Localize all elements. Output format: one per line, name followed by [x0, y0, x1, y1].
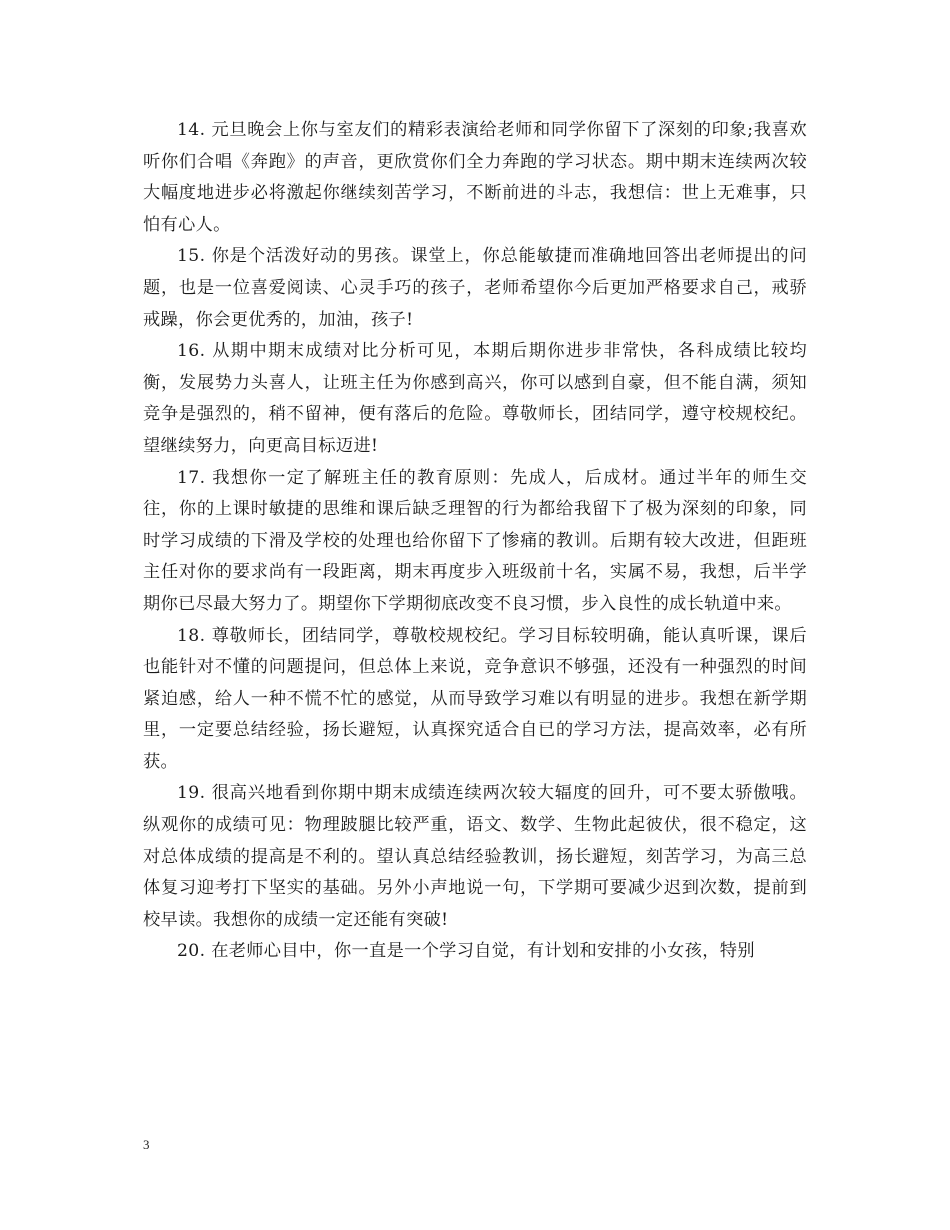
comment-paragraph-18: 18. 尊敬师长，团结同学，尊敬校规校纪。学习目标较明确，能认真听课，课后也能针对不懂的问题提问，但总体上来说，竞争意识不够强，还没有一种强烈的时间紧迫感，给人一种不慌不忙的感觉，从而导致学习难以有明显的进步。我想在新学期里，一定要总结经验，扬长避短，认真探究适合自已的学习方法，提高效率，必有所获。 — [143, 625, 807, 772]
page-number: 3 — [143, 1137, 150, 1152]
comment-paragraph-17: 17. 我想你一定了解班主任的教育原则：先成人，后成材。通过半年的师生交往，你的上课时敏捷的思维和课后缺乏理智的行为都给我留下了极为深刻的印象，同时学习成绩的下滑及学校的处理也给你留下了惨痛的教训。后期有较大改进，但距班主任对你的要求尚有一段距离，期末再度步入班级前十名，实属不易，我想，后半学期你已尽最大努力了。期望你下学期彻底改变不良习惯，步入良性的成长轨道中来。 — [143, 467, 807, 614]
comment-paragraph-20: 20. 在老师心目中，你一直是一个学习自觉，有计划和安排的小女孩，特别 — [177, 941, 755, 962]
comment-paragraph-16: 16. 从期中期末成绩对比分析可见，本期后期你进步非常快，各科成绩比较均衡，发展势力头喜人，让班主任为你感到高兴，你可以感到自豪，但不能自满，须知竞争是强烈的，稍不留神，便有落后的危险。尊敬师长，团结同学，遵守校规校纪。望继续努力，向更高目标迈进! — [143, 341, 807, 456]
comment-paragraph-19: 19. 很高兴地看到你期中期末成绩连续两次较大辐度的回升，可不要太骄傲哦。纵观你的成绩可见：物理跛腿比较严重，语文、数学、生物此起彼伏，很不稳定，这对总体成绩的提高是不利的。望认真总结经验教训，扬长避短，刻苦学习，为高三总体复习迎考打下坚实的基础。另外小声地说一句，下学期可要减少迟到次数，提前到校早读。我想你的成绩一定还能有突破! — [143, 783, 807, 930]
page-body — [143, 115, 807, 968]
comment-paragraph-14: 14. 元旦晚会上你与室友们的精彩表演给老师和同学你留下了深刻的印象;我喜欢听你们合唱《奔跑》的声音，更欣赏你们全力奔跑的学习状态。期中期末连续两次较大幅度地进步必将激起你继续刻苦学习，不断前进的斗志，我想信：世上无难事，只怕有心人。 — [143, 120, 807, 235]
comment-paragraph-15: 15. 你是个活泼好动的男孩。课堂上，你总能敏捷而准确地回答出老师提出的问题，也是一位喜爱阅读、心灵手巧的孩子，老师希望你今后更加严格要求自己，戒骄戒躁，你会更优秀的，加油，孩子! — [143, 246, 807, 330]
